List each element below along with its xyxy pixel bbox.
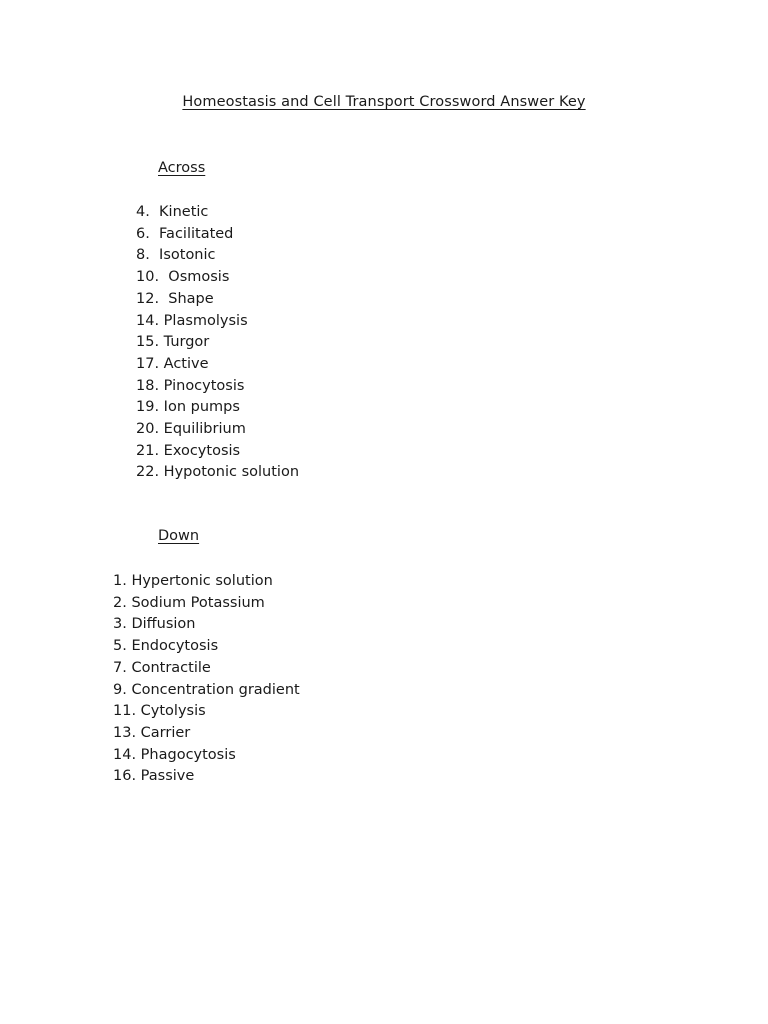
across-answer-item: 22. Hypotonic solution (136, 464, 300, 481)
across-answer-item: 21. Exocytosis (136, 442, 241, 459)
down-answer-item: 1. Hypertonic solution (113, 573, 273, 589)
across-answer-item: 19. Ion pumps (136, 399, 240, 416)
down-answer-item: 5. Endocytosis (113, 638, 219, 655)
down-answer-item: 13. Carrier (113, 724, 191, 741)
across-answer-item: 14. Plasmolysis (136, 312, 248, 329)
across-answer-item: 8. Isotonic (136, 247, 216, 264)
down-answer-item: 14. Phagocytosis (113, 746, 236, 763)
across-heading: Across (158, 160, 206, 176)
across-answer-item: 17. Active (136, 355, 209, 372)
down-answer-item: 16. Passive (113, 768, 195, 785)
across-answer-list (136, 202, 299, 484)
down-answer-item: 2. Sodium Potassium (113, 594, 265, 611)
down-heading: Down (158, 528, 200, 544)
across-answer-item: 10. Osmosis (136, 269, 230, 286)
across-answer-item: 12. Shape (136, 290, 214, 307)
across-answer-item: 15. Turgor (136, 334, 210, 351)
down-answer-item: 7. Contractile (113, 659, 211, 676)
across-answer-item: 20. Equilibrium (136, 421, 246, 438)
down-answer-item: 3. Diffusion (113, 616, 196, 633)
across-answer-item: 18. Pinocytosis (136, 377, 245, 394)
across-answer-item: 4. Kinetic (136, 204, 209, 220)
page-title: Homeostasis and Cell Transport Crossword Answer Key (182, 94, 586, 110)
across-answer-item: 6. Facilitated (136, 225, 234, 242)
down-answer-item: 11. Cytolysis (113, 703, 206, 720)
down-answer-list (113, 571, 300, 788)
down-answer-item: 9. Concentration gradient (113, 681, 300, 698)
